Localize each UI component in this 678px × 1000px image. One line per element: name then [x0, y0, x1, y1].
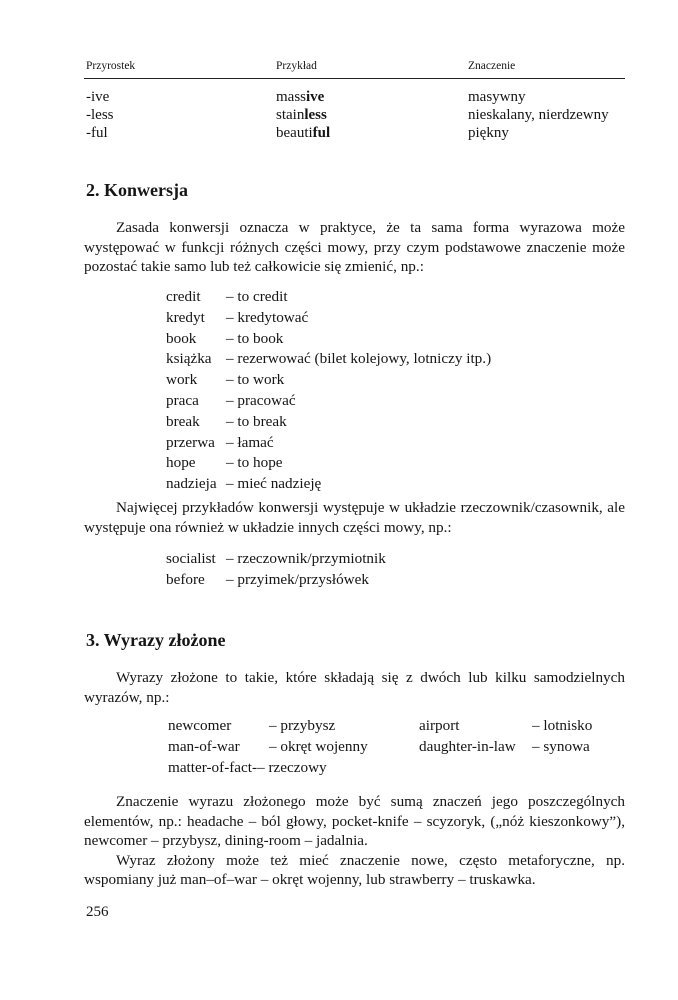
example-cell: stainless [276, 107, 327, 123]
list-item: credit – to credit [166, 288, 288, 305]
suffix-cell: -ive [86, 89, 110, 105]
page-number: 256 [86, 904, 109, 920]
wyrazy-intro: Wyrazy złożone to takie, które składają się z dwóch lub kilku samodzielnych wyrazów, np.: [84, 669, 625, 706]
list-item: before – przyimek/przysłówek [166, 570, 369, 588]
suffix-column [86, 88, 114, 142]
konwersja-middle: Najwięcej przykładów konwersji występuje w układzie rzeczownik/czasownik, ale występuje ona również w układzie innych części mowy, np.: [84, 499, 625, 536]
conversion-examples [166, 287, 491, 495]
list-item: socialist – rzeczownik/przymiotnik [166, 550, 386, 567]
meaning-column [468, 88, 609, 142]
example-cell: beautiful [276, 125, 331, 141]
suffix-cell: -ful [86, 125, 108, 141]
list-item: kredyt – kredytować [166, 308, 309, 326]
list-item: break – to break [166, 412, 287, 430]
list-item: airport – lotnisko [419, 717, 593, 734]
list-item: book – to book [166, 329, 284, 347]
section-heading-wyrazy-zlozone: 3. Wyrazy złożone [86, 630, 226, 650]
example-cell: massive [276, 89, 325, 105]
list-item: newcomer – przybysz [168, 717, 336, 734]
list-item: praca – pracować [166, 391, 296, 409]
table-header-suffix: Przyrostek [86, 60, 136, 72]
list-item: daughter-in-law – synowa [419, 737, 590, 755]
conversion-examples-2 [166, 549, 386, 591]
table-header-example: Przykład [276, 60, 317, 72]
meaning-cell: nieskalany, nierdzewny [468, 107, 609, 123]
list-item: work – to work [166, 371, 285, 389]
table-rule [84, 78, 625, 79]
suffix-cell: -less [86, 107, 114, 123]
meaning-cell: piękny [468, 125, 509, 141]
list-item: książka – rezerwować (bilet kolejowy, lotniczy itp.) [166, 350, 492, 368]
compound-examples-right [419, 716, 592, 758]
table-header-meaning: Znaczenie [468, 60, 516, 72]
wyrazy-body: Znaczenie wyrazu złożonego może być sumą znaczeń jego poszczególnych elementów, np.: headache – ból głowy, pocket-knife – scyzoryk, („nóż kieszonkowy”), newcomer – przybysz, dining-room – jadalnia. Wyraz złożony może też mieć znaczenie nowe, często metaforyczne, np. wspomiany już man–of–war – okręt wojenny, lub strawberry – truskawka. [84, 793, 625, 889]
konwersja-intro: Zasada konwersji oznacza w praktyce, że ta sama forma wyrazowa może występować w funkcji różnych części mowy, przy czym podstawowe znaczenie może pozostać takie samo lub też całkowicie się zmienić, np.: [84, 219, 625, 276]
example-column [276, 88, 330, 142]
list-item: przerwa – łamać [166, 433, 274, 451]
list-item: nadzieja – mieć nadzieję [166, 475, 322, 493]
list-item: hope – to hope [166, 454, 283, 472]
list-item: man-of-war – okręt wojenny [168, 737, 368, 755]
section-heading-konwersja: 2. Konwersja [86, 180, 188, 200]
list-item: matter-of-fact -– rzeczowy [168, 758, 327, 776]
meaning-cell: masywny [468, 89, 526, 105]
compound-examples-left [168, 716, 368, 778]
